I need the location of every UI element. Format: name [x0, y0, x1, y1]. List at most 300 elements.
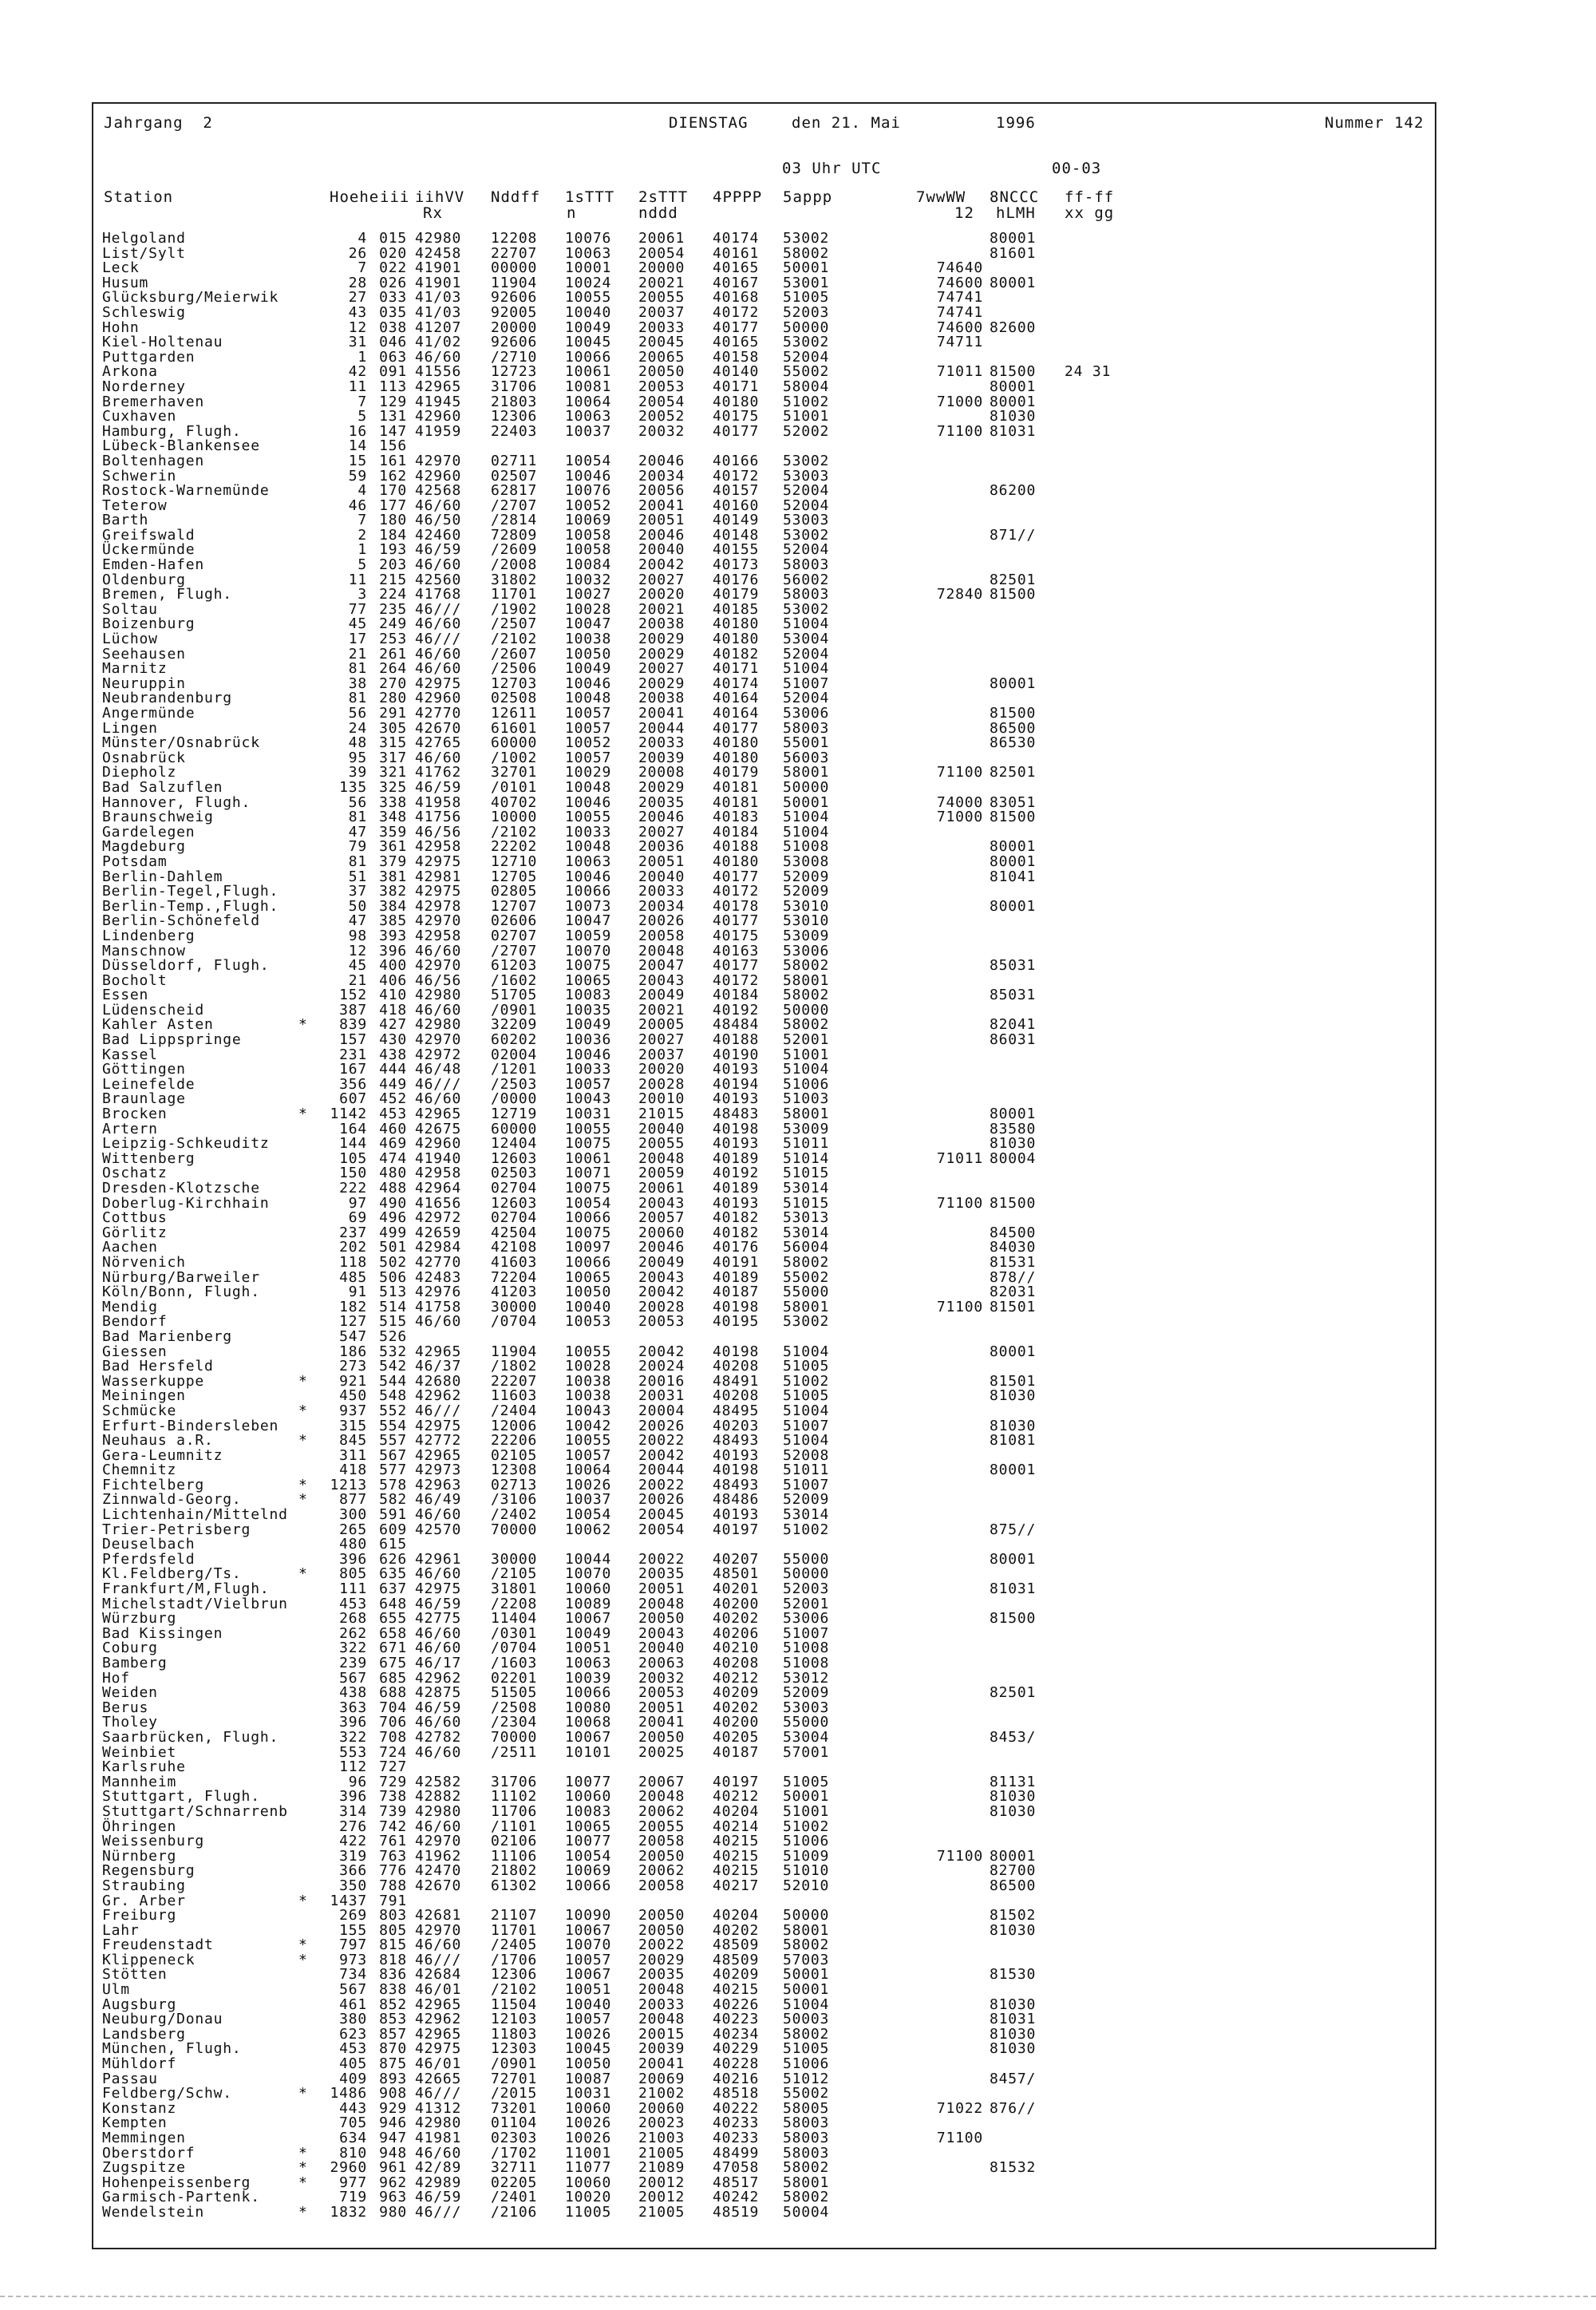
group-dewpoint: 20050	[638, 1728, 685, 1746]
station-name: Michelstadt/Vielbrun	[102, 1595, 288, 1612]
group-dewpoint: 20043	[638, 971, 685, 989]
group-nddff: /2402	[491, 1506, 538, 1524]
group-temperature: 10070	[565, 942, 612, 959]
station-height: 322	[339, 1640, 367, 1657]
group-nddff: 30000	[491, 1550, 538, 1568]
table-row	[102, 2161, 1331, 2176]
table-row	[102, 1760, 1331, 1775]
group-tendency: 50000	[783, 1565, 830, 1583]
station-id: 675	[379, 1655, 407, 1671]
station-id: 514	[379, 1298, 407, 1315]
station-name: Rostock-Warnemünde	[102, 482, 270, 500]
station-height: 118	[339, 1253, 367, 1271]
group-tendency: 52004	[783, 496, 830, 514]
station-name: Kempten	[102, 2114, 168, 2132]
col-hoehe: Hoehe	[330, 188, 380, 206]
group-nddff: 60000	[491, 1120, 538, 1137]
group-temperature: 10081	[565, 378, 612, 395]
group-dewpoint: 20065	[638, 348, 685, 366]
group-dewpoint: 20058	[638, 1833, 685, 1850]
station-height: 97	[348, 1194, 367, 1212]
group-cloud: 80001	[990, 378, 1037, 395]
group-tendency: 51007	[783, 1417, 830, 1434]
station-id: 947	[379, 2130, 407, 2146]
group-pressure: 40161	[713, 244, 760, 262]
group-cloud: 80001	[990, 897, 1037, 915]
mountain-marker: *	[298, 1016, 308, 1034]
group-nddff: 73201	[491, 2099, 538, 2117]
group-tendency: 51014	[783, 1149, 830, 1167]
group-tendency: 51002	[783, 393, 830, 410]
group-iihvv: 41756	[415, 809, 462, 826]
station-height: 810	[339, 2144, 367, 2162]
group-temperature: 10054	[565, 1194, 612, 1212]
group-iihvv: 42965	[415, 1446, 462, 1464]
group-dewpoint: 20051	[638, 852, 685, 870]
group-nddff: /1002	[491, 749, 538, 766]
group-temperature: 11077	[565, 2159, 612, 2177]
station-name: Lüdenscheid	[102, 1001, 205, 1019]
station-name: Nürnberg	[102, 1847, 177, 1865]
group-temperature: 10046	[565, 467, 612, 485]
time-range: 00-03	[1052, 160, 1102, 177]
station-height: 239	[339, 1655, 367, 1671]
group-temperature: 10026	[565, 2025, 612, 2043]
table-row	[102, 1743, 1331, 1761]
col-wwww: 7wwWW	[916, 188, 966, 206]
group-tendency: 55000	[783, 1284, 830, 1301]
station-name: Chemnitz	[102, 1462, 177, 1479]
col-ffff-sub: xx gg	[1065, 204, 1115, 222]
group-pressure: 48493	[713, 1476, 760, 1493]
group-iihvv: 46/60	[415, 1313, 462, 1331]
group-pressure: 40149	[713, 512, 760, 529]
group-dewpoint: 20048	[638, 2011, 685, 2028]
group-pressure: 40171	[713, 378, 760, 395]
station-name: Meiningen	[102, 1387, 186, 1405]
station-height: 3	[358, 586, 367, 603]
group-iihvv: 42670	[415, 1877, 462, 1894]
station-name: Mannheim	[102, 1773, 177, 1790]
group-cloud: 80001	[990, 1343, 1037, 1360]
group-nddff: 40702	[491, 793, 538, 811]
group-dewpoint: 20033	[638, 883, 685, 900]
group-cloud: 80001	[990, 393, 1037, 410]
group-iihvv: 46/48	[415, 1061, 462, 1078]
group-tendency: 50003	[783, 2011, 830, 2028]
group-dewpoint: 20058	[638, 1877, 685, 1894]
group-iihvv: 42970	[415, 1031, 462, 1049]
station-name: Norderney	[102, 378, 186, 395]
station-id: 788	[379, 1877, 407, 1894]
station-id: 022	[379, 259, 407, 277]
group-temperature: 10024	[565, 274, 612, 291]
group-iihvv: 42958	[415, 927, 462, 944]
group-tendency: 53014	[783, 1506, 830, 1524]
station-name: Bremen, Flugh.	[102, 586, 232, 603]
group-tendency: 50001	[783, 259, 830, 277]
group-iihvv: 41656	[415, 1194, 462, 1212]
group-tendency: 51001	[783, 1802, 830, 1820]
group-temperature: 10050	[565, 2055, 612, 2073]
col-pppp: 4PPPP	[713, 188, 763, 206]
station-name: Kiel-Holtenau	[102, 334, 223, 351]
group-pressure: 40180	[713, 615, 760, 633]
group-tendency: 52004	[783, 690, 830, 707]
group-pressure: 40203	[713, 1417, 760, 1434]
station-name: Mühldorf	[102, 2055, 177, 2073]
station-height: 47	[348, 823, 367, 841]
group-pressure: 40181	[713, 778, 760, 796]
group-dewpoint: 20046	[638, 452, 685, 469]
group-dewpoint: 20050	[638, 1847, 685, 1865]
station-height: 43	[348, 303, 367, 321]
station-height: 350	[339, 1877, 367, 1894]
group-tendency: 52004	[783, 348, 830, 366]
group-cloud: 81030	[990, 1387, 1037, 1405]
group-tendency: 58003	[783, 2144, 830, 2162]
group-iihvv: 42782	[415, 1728, 462, 1746]
group-cloud: 81030	[990, 1996, 1037, 2013]
group-iihvv: 42975	[415, 1417, 462, 1434]
station-height: 705	[339, 2114, 367, 2132]
station-name: Würzburg	[102, 1610, 177, 1628]
group-temperature: 10054	[565, 1506, 612, 1524]
group-temperature: 10026	[565, 2130, 612, 2146]
group-temperature: 10033	[565, 1061, 612, 1078]
group-nddff: 62817	[491, 482, 538, 500]
station-name: Leinefelde	[102, 1075, 196, 1093]
group-pressure: 40215	[713, 1862, 760, 1880]
group-iihvv: 42962	[415, 2011, 462, 2028]
group-tendency: 51012	[783, 2070, 830, 2087]
group-temperature: 10055	[565, 1120, 612, 1137]
group-temperature: 10057	[565, 2011, 612, 2028]
group-weather: 71100	[936, 764, 983, 781]
station-name: Gera-Leumnitz	[102, 1446, 223, 1464]
group-temperature: 10076	[565, 230, 612, 247]
group-weather: 74741	[936, 303, 983, 321]
group-temperature: 10050	[565, 645, 612, 663]
group-pressure: 40164	[713, 690, 760, 707]
station-height: 1	[358, 541, 367, 559]
group-tendency: 51009	[783, 1847, 830, 1865]
station-height: 268	[339, 1610, 367, 1628]
station-height: 363	[339, 1699, 367, 1716]
group-dewpoint: 20054	[638, 1521, 685, 1538]
group-temperature: 10046	[565, 793, 612, 811]
station-name: Berus	[102, 1699, 149, 1716]
station-name: Bendorf	[102, 1313, 168, 1331]
group-dewpoint: 20027	[638, 823, 685, 841]
group-pressure: 40171	[713, 660, 760, 678]
group-nddff: 72204	[491, 1268, 538, 1286]
group-pressure: 40166	[713, 452, 760, 469]
group-nddff: /1706	[491, 1951, 538, 1968]
group-cloud: 876//	[990, 2099, 1037, 2117]
station-height: 7	[358, 512, 367, 529]
group-tendency: 55000	[783, 1714, 830, 1731]
group-pressure: 40182	[713, 1224, 760, 1241]
group-nddff: 70000	[491, 1728, 538, 1746]
group-pressure: 40202	[713, 1921, 760, 1939]
group-temperature: 10048	[565, 778, 612, 796]
station-name: Weinbiet	[102, 1743, 177, 1761]
group-dewpoint: 20053	[638, 1313, 685, 1331]
group-tendency: 51004	[783, 823, 830, 841]
group-temperature: 10033	[565, 823, 612, 841]
group-pressure: 48484	[713, 1016, 760, 1034]
station-height: 405	[339, 2055, 367, 2073]
group-iihvv: 41/03	[415, 303, 462, 321]
group-nddff: 02704	[491, 1209, 538, 1227]
station-name: Leck	[102, 259, 140, 277]
station-name: Wendelstein	[102, 2203, 205, 2221]
group-dewpoint: 20048	[638, 942, 685, 959]
group-tendency: 51005	[783, 2040, 830, 2058]
mountain-marker: *	[298, 1372, 308, 1390]
group-nddff: /2511	[491, 1743, 538, 1761]
group-pressure: 40212	[713, 1669, 760, 1687]
group-iihvv: 46/56	[415, 971, 462, 989]
group-cloud: 80001	[990, 852, 1037, 870]
group-iihvv: 42958	[415, 1165, 462, 1182]
group-pressure: 40193	[713, 1135, 760, 1153]
station-name: Landsberg	[102, 2025, 186, 2043]
date: den 21. Mai	[792, 114, 901, 132]
group-iihvv: 41901	[415, 259, 462, 277]
group-pressure: 40215	[713, 1847, 760, 1865]
group-weather: 71022	[936, 2099, 983, 2117]
group-dewpoint: 20032	[638, 422, 685, 440]
group-dewpoint: 20053	[638, 1684, 685, 1702]
group-nddff: 02004	[491, 1046, 538, 1063]
group-tendency: 53002	[783, 452, 830, 469]
group-nddff: 31801	[491, 1580, 538, 1598]
group-tendency: 50001	[783, 793, 830, 811]
group-pressure: 40172	[713, 303, 760, 321]
group-cloud: 81601	[990, 244, 1037, 262]
station-name: Magdeburg	[102, 838, 186, 856]
group-nddff: 41603	[491, 1253, 538, 1271]
group-temperature: 10040	[565, 1298, 612, 1315]
station-height: 81	[348, 809, 367, 826]
group-nddff: 32701	[491, 764, 538, 781]
station-height: 937	[339, 1402, 367, 1419]
station-name: Gardelegen	[102, 823, 196, 841]
station-id: 506	[379, 1268, 407, 1286]
group-nddff: /2404	[491, 1402, 538, 1419]
group-temperature: 10049	[565, 318, 612, 336]
group-cloud: 8453/	[990, 1728, 1037, 1746]
group-tendency: 53003	[783, 1699, 830, 1716]
group-iihvv: 42984	[415, 1239, 462, 1256]
group-temperature: 10058	[565, 541, 612, 559]
group-nddff: /1802	[491, 1358, 538, 1375]
station-name: Hof	[102, 1669, 130, 1687]
table-row	[102, 1686, 1331, 1701]
station-height: 127	[339, 1313, 367, 1331]
group-tendency: 52009	[783, 1491, 830, 1509]
group-weather: 71100	[936, 1298, 983, 1315]
group-temperature: 10045	[565, 334, 612, 351]
group-tendency: 53013	[783, 1209, 830, 1227]
group-tendency: 58001	[783, 1921, 830, 1939]
group-pressure: 40222	[713, 2099, 760, 2117]
group-temperature: 10101	[565, 1743, 612, 1761]
group-iihvv: 42483	[415, 1268, 462, 1286]
group-iihvv: 46/59	[415, 1699, 462, 1716]
group-nddff: 31706	[491, 1773, 538, 1790]
group-dewpoint: 20022	[638, 1476, 685, 1493]
group-dewpoint: 20022	[638, 1432, 685, 1450]
group-temperature: 10048	[565, 838, 612, 856]
group-iihvv: 46/59	[415, 1595, 462, 1612]
station-name: Manschnow	[102, 942, 186, 959]
col-iihvv-sub: Rx	[423, 204, 443, 222]
station-name: Öhringen	[102, 1818, 177, 1835]
station-height: 157	[339, 1031, 367, 1049]
group-pressure: 40155	[713, 541, 760, 559]
group-tendency: 51004	[783, 809, 830, 826]
group-weather: 74711	[936, 334, 983, 351]
group-pressure: 40228	[713, 2055, 760, 2073]
group-tendency: 51007	[783, 674, 830, 692]
group-dewpoint: 20046	[638, 809, 685, 826]
station-name: Deuselbach	[102, 1536, 196, 1553]
station-height: 79	[348, 838, 367, 856]
group-nddff: 61601	[491, 719, 538, 737]
group-tendency: 51004	[783, 615, 830, 633]
station-name: Memmingen	[102, 2130, 186, 2146]
group-cloud: 81500	[990, 586, 1037, 603]
station-name: Ückermünde	[102, 541, 196, 559]
station-height: 485	[339, 1268, 367, 1286]
station-height: 269	[339, 1907, 367, 1924]
group-nddff: 12611	[491, 705, 538, 722]
group-tendency: 51006	[783, 1075, 830, 1093]
group-temperature: 10051	[565, 1981, 612, 1999]
group-temperature: 10066	[565, 1209, 612, 1227]
station-id: 946	[379, 2114, 407, 2132]
group-pressure: 40184	[713, 823, 760, 841]
station-height: 7	[358, 259, 367, 277]
group-temperature: 10067	[565, 1610, 612, 1628]
group-nddff: 02805	[491, 883, 538, 900]
mountain-marker: *	[298, 1476, 308, 1493]
group-iihvv: 42772	[415, 1432, 462, 1450]
group-tendency: 53014	[783, 1180, 830, 1197]
group-iihvv: 42960	[415, 1135, 462, 1153]
station-name: Gr. Arber	[102, 1892, 186, 1909]
station-id: 490	[379, 1194, 407, 1212]
station-id: 379	[379, 852, 407, 870]
group-nddff: 92005	[491, 303, 538, 321]
group-temperature: 10060	[565, 1788, 612, 1806]
group-dewpoint: 20032	[638, 1669, 685, 1687]
group-nddff: /2506	[491, 660, 538, 678]
station-name: Potsdam	[102, 852, 168, 870]
station-id: 552	[379, 1402, 407, 1419]
group-nddff: 02508	[491, 690, 538, 707]
group-temperature: 10060	[565, 1580, 612, 1598]
group-tendency: 51004	[783, 1432, 830, 1450]
group-nddff: /2710	[491, 348, 538, 366]
group-temperature: 10020	[565, 2189, 612, 2206]
group-nddff: 42108	[491, 1239, 538, 1256]
group-temperature: 10055	[565, 1343, 612, 1360]
group-nddff: 12707	[491, 897, 538, 915]
group-dewpoint: 21089	[638, 2159, 685, 2177]
station-name: Hohenpeissenberg	[102, 2174, 251, 2191]
group-pressure: 40205	[713, 1728, 760, 1746]
group-tendency: 53002	[783, 334, 830, 351]
station-height: 56	[348, 793, 367, 811]
group-iihvv: 42960	[415, 408, 462, 425]
station-id: 396	[379, 942, 407, 959]
group-cloud: 878//	[990, 1268, 1037, 1286]
station-id: 325	[379, 778, 407, 796]
group-dewpoint: 20008	[638, 764, 685, 781]
station-name: Lüchow	[102, 631, 158, 648]
group-cloud: 81131	[990, 1773, 1037, 1790]
station-name: Schwerin	[102, 467, 177, 485]
group-dewpoint: 20021	[638, 600, 685, 618]
station-height: 37	[348, 883, 367, 900]
station-height: 202	[339, 1239, 367, 1256]
group-nddff: 31802	[491, 571, 538, 588]
group-nddff: /2508	[491, 1699, 538, 1716]
group-pressure: 40172	[713, 971, 760, 989]
station-height: 164	[339, 1120, 367, 1137]
group-dewpoint: 20048	[638, 1788, 685, 1806]
group-temperature: 10076	[565, 482, 612, 500]
group-nddff: 12719	[491, 1106, 538, 1123]
group-nddff: 22707	[491, 244, 538, 262]
group-iihvv: 46/60	[415, 348, 462, 366]
group-tendency: 58002	[783, 2159, 830, 2177]
table-row	[102, 1523, 1331, 1538]
station-name: Freiburg	[102, 1907, 177, 1924]
group-temperature: 10035	[565, 1001, 612, 1019]
station-id: 177	[379, 496, 407, 514]
group-pressure: 40178	[713, 897, 760, 915]
station-name: Emden-Hafen	[102, 556, 205, 574]
table-row	[102, 1728, 1331, 1746]
group-weather: 71100	[936, 2130, 983, 2146]
group-nddff: 22206	[491, 1432, 538, 1450]
group-nddff: 12603	[491, 1149, 538, 1167]
station-id: 515	[379, 1313, 407, 1331]
station-name: Glücksburg/Meierwik	[102, 289, 279, 307]
col-tttd: 2sTTT	[638, 188, 689, 206]
group-cloud: 81031	[990, 1580, 1037, 1598]
group-iihvv: 46/01	[415, 1981, 462, 1999]
group-temperature: 11005	[565, 2203, 612, 2221]
station-name: Saarbrücken, Flugh.	[102, 1728, 279, 1746]
group-temperature: 10063	[565, 852, 612, 870]
group-nddff: 02711	[491, 452, 538, 469]
group-iihvv: 46/60	[415, 660, 462, 678]
group-temperature: 10066	[565, 1253, 612, 1271]
station-id: 838	[379, 1981, 407, 1999]
station-height: 634	[339, 2130, 367, 2146]
group-tendency: 53009	[783, 1120, 830, 1137]
station-name: Düsseldorf, Flugh.	[102, 957, 270, 975]
group-temperature: 10090	[565, 1907, 612, 1924]
group-temperature: 10057	[565, 1075, 612, 1093]
group-pressure: 40226	[713, 1996, 760, 2013]
